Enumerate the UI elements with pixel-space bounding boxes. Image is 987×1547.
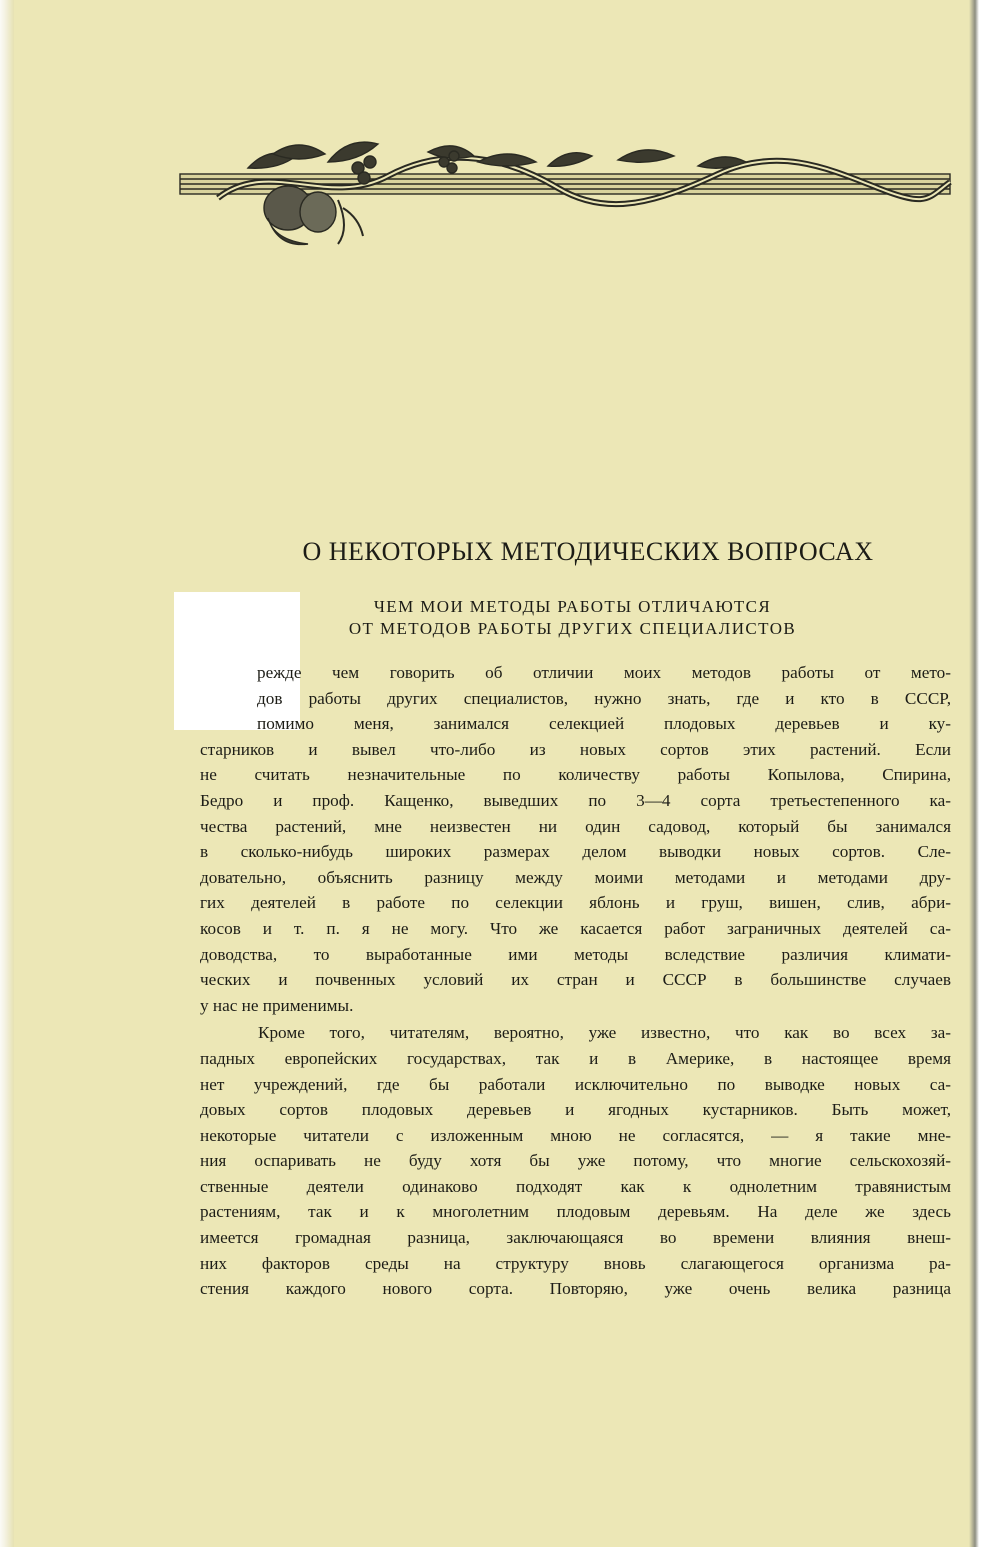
- text-line: ческих и почвенных условий их стран и СССР в большинстве случаев: [200, 970, 951, 990]
- text-line: ственные деятели одинаково подходят как к однолетним травянистым: [200, 1176, 951, 1196]
- text-line: чества растений, мне неизвестен ни один садовод, который бы занимался: [200, 816, 951, 836]
- text-line: падных европейских государствах, так и в Америке, в настоящее время: [200, 1048, 951, 1068]
- text-line: доводства, то выработанные ими методы вследствие различия климати-: [200, 944, 951, 964]
- text-line: старников и вывел что-либо из новых сортов этих растений. Если: [200, 739, 951, 759]
- text-line: имеется громадная разница, заключающаяся во времени влияния внеш-: [200, 1228, 951, 1248]
- text-line: не считать незначительные по количеству работы Копылова, Спирина,: [200, 765, 951, 785]
- text-line: Кроме того, читателям, вероятно, уже известно, что как во всех за-: [258, 1023, 951, 1043]
- text-line: некоторые читатели с изложенным мною не согласятся, — я такие мне-: [200, 1125, 951, 1145]
- subtitle-line-2: ОТ МЕТОДОВ РАБОТЫ ДРУГИХ СПЕЦИАЛИСТОВ: [348, 619, 797, 638]
- text-line: гих деятелей в работе по селекции яблонь и груш, вишен, слив, абри-: [200, 893, 951, 913]
- text-line: дов работы других специалистов, нужно знать, где и кто в СССР,: [257, 688, 951, 708]
- text-line: Бедро и проф. Кащенко, выведших по 3—4 сорта третьестепенного ка-: [200, 790, 951, 810]
- text-line: ния оспаривать не буду хотя бы уже потому, что многие сельскохозяй-: [200, 1151, 951, 1171]
- decorative-branch-ornament: [178, 138, 954, 248]
- text-line: довательно, объяснить разницу между моими методами и методами дру-: [200, 867, 951, 887]
- text-line: довых сортов плодовых деревьев и ягодных кустарников. Быть может,: [200, 1100, 951, 1120]
- text-line: стения каждого нового сорта. Повторяю, уже очень велика разница: [200, 1279, 951, 1299]
- subtitle-line-1: ЧЕМ МОИ МЕТОДЫ РАБОТЫ ОТЛИЧАЮТСЯ: [373, 597, 772, 616]
- page-right-edge: [969, 0, 987, 1547]
- text-line: помимо меня, занимался селекцией плодовых деревьев и ку-: [257, 714, 951, 734]
- text-line: растениям, так и к многолетним плодовым деревьям. На деле же здесь: [200, 1202, 951, 1222]
- text-line: них факторов среды на структуру вновь слагающегося организма ра-: [200, 1253, 951, 1273]
- body-text: [200, 660, 951, 1302]
- chapter-title: О НЕКОТОРЫХ МЕТОДИЧЕСКИХ ВОПРОСАХ: [302, 537, 874, 566]
- text-line: режде чем говорить об отличии моих методов работы от мето-: [257, 663, 951, 682]
- text-line: нет учреждений, где бы работали исключительно по выводке новых са-: [200, 1074, 951, 1094]
- section-subtitle: [200, 596, 945, 640]
- text-line: в сколько-нибудь широких размерах делом выводки новых сортов. Сле-: [200, 842, 951, 862]
- text-line: косов и т. п. я не могу. Что же касается работ заграничных деятелей са-: [200, 918, 951, 938]
- page-left-edge: [0, 0, 14, 1547]
- text-line: у нас не применимы.: [200, 995, 354, 1015]
